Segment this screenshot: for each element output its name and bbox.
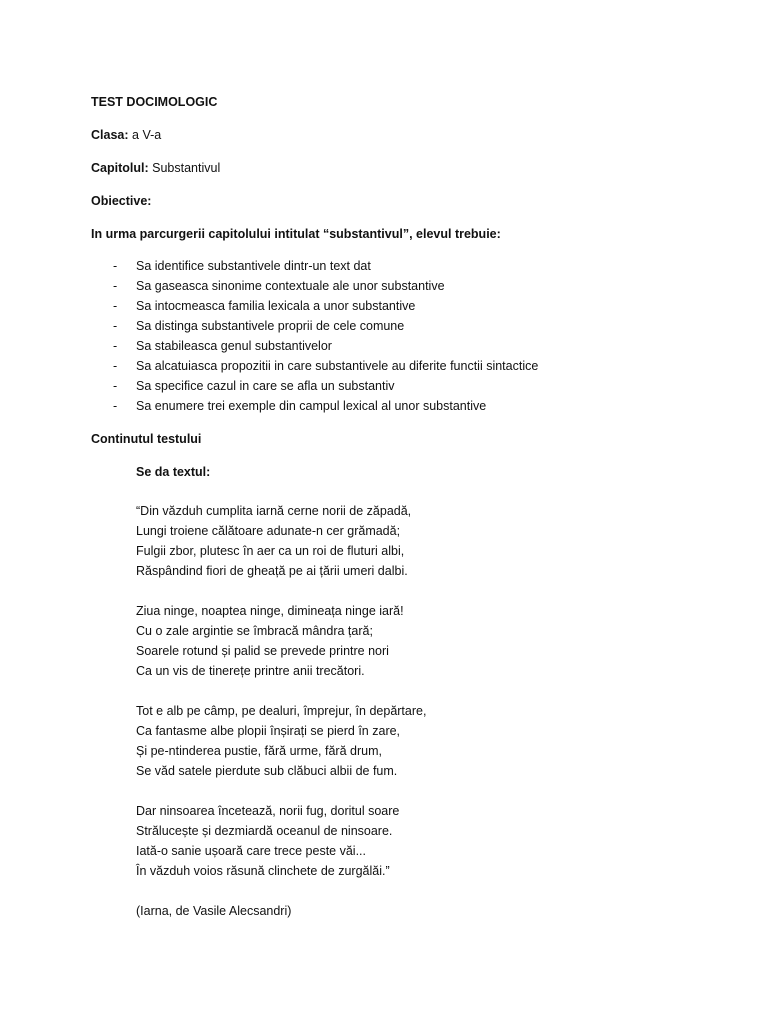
- poem-line: Cu o zale argintie se îmbracă mândra țară;: [136, 624, 373, 638]
- poem-line: Fulgii zbor, plutesc în aer ca un roi de fluturi albi,: [136, 544, 405, 558]
- objective-text: Sa intocmeasca familia lexicala a unor substantive: [136, 299, 416, 313]
- objectives-intro: In urma parcurgerii capitolului intitulat “substantivul”, elevul trebuie:: [91, 227, 501, 241]
- bullet-marker: -: [113, 319, 118, 333]
- class-line: [91, 127, 161, 143]
- class-label: Clasa:: [91, 128, 129, 142]
- poem-line: Strălucește și dezmiardă oceanul de ninsoare.: [136, 824, 393, 838]
- bullet-marker: -: [113, 359, 118, 373]
- poem-line: “Din văzduh cumplita iarnă cerne norii de zăpadă,: [136, 504, 412, 518]
- objective-text: Sa stabileasca genul substantivelor: [136, 339, 332, 353]
- chapter-line: [91, 160, 220, 176]
- bullet-marker: -: [113, 399, 118, 413]
- class-value: a V-a: [132, 128, 162, 142]
- objective-text: Sa distinga substantivele proprii de cele comune: [136, 319, 405, 333]
- poem-line: Soarele rotund și palid se prevede printre nori: [136, 644, 389, 658]
- chapter-label: Capitolul:: [91, 161, 149, 175]
- poem-line: Dar ninsoarea încetează, norii fug, doritul soare: [136, 804, 400, 818]
- poem-line: Lungi troiene călătoare adunate-n cer grămadă;: [136, 524, 401, 538]
- poem-line: Iată-o sanie ușoară care trece peste văi...: [136, 844, 366, 858]
- objective-text: Sa alcatuiasca propozitii in care substantivele au diferite functii sintactice: [136, 359, 539, 373]
- bullet-marker: -: [113, 339, 118, 353]
- objective-text: Sa specifice cazul in care se afla un substantiv: [136, 379, 395, 393]
- given-text-label: Se da textul:: [136, 465, 211, 479]
- objectives-label: Obiective:: [91, 194, 152, 208]
- content-heading: Continutul testului: [91, 432, 202, 446]
- poem-line: Și pe-ntinderea pustie, fără urme, fără drum,: [136, 744, 382, 758]
- poem-line: Ca un vis de tinerețe printre anii trecători.: [136, 664, 365, 678]
- chapter-value: Substantivul: [152, 161, 221, 175]
- document-title: TEST DOCIMOLOGIC: [91, 95, 218, 109]
- poem-line: Ca fantasme albe plopii înșirați se pierd în zare,: [136, 724, 401, 738]
- poem-line: Răspândind fiori de gheață pe ai țării umeri dalbi.: [136, 564, 408, 578]
- objective-text: Sa identifice substantivele dintr-un text dat: [136, 259, 371, 273]
- poem-line: Tot e alb pe câmp, pe dealuri, împrejur, în depărtare,: [136, 704, 427, 718]
- bullet-marker: -: [113, 299, 118, 313]
- objective-text: Sa enumere trei exemple din campul lexical al unor substantive: [136, 399, 487, 413]
- poem-line: În văzduh voios răsună clinchete de zurgălăi.”: [136, 864, 390, 878]
- bullet-marker: -: [113, 379, 118, 393]
- poem-source: (Iarna, de Vasile Alecsandri): [136, 904, 292, 918]
- bullet-marker: -: [113, 279, 118, 293]
- poem-line: Se văd satele pierdute sub clăbuci albii de fum.: [136, 764, 398, 778]
- bullet-marker: -: [113, 259, 118, 273]
- objective-text: Sa gaseasca sinonime contextuale ale unor substantive: [136, 279, 445, 293]
- poem-line: Ziua ninge, noaptea ninge, dimineața ninge iară!: [136, 604, 404, 618]
